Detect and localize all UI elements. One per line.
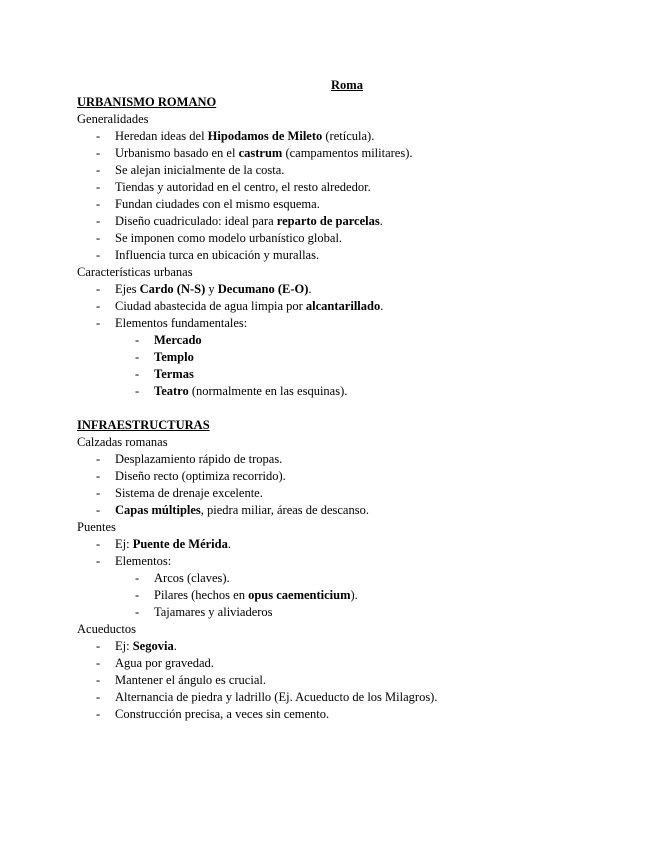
list-item [77, 502, 617, 519]
list-item [77, 145, 617, 162]
list-generalidades [77, 128, 617, 264]
bullet-dash: - [96, 299, 101, 313]
list-acueductos [77, 638, 617, 723]
item-bold-text: Mercado [154, 333, 202, 347]
bullet-dash: - [96, 316, 101, 330]
subheading-puentes: Puentes [77, 520, 116, 534]
list-item [77, 383, 617, 400]
item-text: (normalmente en las esquinas). [188, 384, 348, 398]
item-text: Agua por gravedad. [115, 656, 214, 670]
item-text: Ej: [115, 639, 133, 653]
item-bold-text: Segovia [132, 639, 174, 653]
item-text: . [308, 282, 312, 296]
bullet-dash: - [96, 656, 101, 670]
subheading-caracteristicas: Características urbanas [77, 265, 193, 279]
list-item [77, 332, 617, 349]
item-text: Arcos (claves). [154, 571, 230, 585]
list-item [77, 315, 617, 332]
bullet-dash: - [96, 163, 101, 177]
item-text: Diseño cuadriculado: ideal para [115, 214, 277, 228]
bullet-dash: - [96, 554, 101, 568]
list-item [77, 587, 617, 604]
bullet-dash: - [96, 639, 101, 653]
list-item [77, 672, 617, 689]
item-text: Ciudad abastecida de agua limpia por [115, 299, 306, 313]
bullet-dash: - [96, 452, 101, 466]
bullet-dash: - [96, 180, 101, 194]
item-bold-text: Templo [154, 350, 194, 364]
section-heading-urbanismo: URBANISMO ROMANO [77, 95, 217, 109]
item-text: Elementos fundamentales: [115, 316, 248, 330]
spacer [77, 400, 617, 417]
bullet-dash: - [96, 129, 101, 143]
bullet-dash: - [135, 605, 140, 619]
document-body [77, 77, 617, 723]
list-item [77, 281, 617, 298]
list-item [77, 230, 617, 247]
item-text: (campamentos militares). [282, 146, 413, 160]
item-bold-text: Puente de Mérida [132, 537, 228, 551]
bullet-dash: - [135, 350, 140, 364]
item-text: Ejes [115, 282, 140, 296]
item-text: (retícula). [322, 129, 375, 143]
list-item [77, 638, 617, 655]
bullet-dash: - [96, 707, 101, 721]
list-item [77, 451, 617, 468]
bullet-dash: - [96, 537, 101, 551]
bullet-dash: - [135, 588, 140, 602]
list-item [77, 366, 617, 383]
item-text: Ej: [115, 537, 133, 551]
bullet-dash: - [96, 282, 101, 296]
list-item [77, 162, 617, 179]
item-text: . [379, 214, 383, 228]
item-bold-text: opus caementicium [248, 588, 351, 602]
list-item [77, 485, 617, 502]
bullet-dash: - [135, 384, 140, 398]
item-text: Mantener el ángulo es crucial. [115, 673, 266, 687]
item-text: Urbanismo basado en el [115, 146, 239, 160]
item-text: Alternancia de piedra y ladrillo (Ej. Acueducto de los Milagros). [115, 690, 438, 704]
item-bold-text: castrum [238, 146, 283, 160]
section-heading-infraestructuras: INFRAESTRUCTURAS [77, 418, 210, 432]
item-bold-text: alcantarillado [305, 299, 381, 313]
bullet-dash: - [96, 469, 101, 483]
item-text: Sistema de drenaje excelente. [115, 486, 263, 500]
item-text: Elementos: [115, 554, 172, 568]
item-text: Tajamares y aliviaderos [154, 605, 273, 619]
item-text: . [173, 639, 177, 653]
list-calzadas [77, 451, 617, 519]
item-text: Fundan ciudades con el mismo esquema. [115, 197, 320, 211]
item-text: Heredan ideas del [115, 129, 208, 143]
list-item [77, 247, 617, 264]
item-bold-text: reparto de parcelas [276, 214, 380, 228]
item-bold-text: Cardo (N-S) [139, 282, 206, 296]
list-puentes [77, 536, 617, 621]
item-bold-text: Hipodamos de Mileto [207, 129, 323, 143]
list-item [77, 536, 617, 553]
item-bold-text: Capas múltiples [115, 503, 201, 517]
item-text: Se alejan inicialmente de la costa. [115, 163, 285, 177]
document-title: Roma [331, 78, 363, 92]
list-item [77, 349, 617, 366]
item-text: y [205, 282, 218, 296]
item-text: Diseño recto (optimiza recorrido). [115, 469, 286, 483]
item-text: Desplazamiento rápido de tropas. [115, 452, 283, 466]
list-item [77, 553, 617, 570]
list-item [77, 179, 617, 196]
item-text: Construcción precisa, a veces sin cemento. [115, 707, 330, 721]
item-text: Tiendas y autoridad en el centro, el resto alrededor. [115, 180, 371, 194]
bullet-dash: - [96, 486, 101, 500]
list-item [77, 689, 617, 706]
list-item [77, 196, 617, 213]
subheading-acueductos: Acueductos [77, 622, 137, 636]
item-text: Influencia turca en ubicación y murallas. [115, 248, 320, 262]
bullet-dash: - [96, 231, 101, 245]
list-item [77, 213, 617, 230]
bullet-dash: - [135, 367, 140, 381]
item-bold-text: Teatro [154, 384, 189, 398]
item-bold-text: Termas [154, 367, 194, 381]
list-item [77, 298, 617, 315]
list-item [77, 128, 617, 145]
bullet-dash: - [96, 197, 101, 211]
item-text: Se imponen como modelo urbanístico global. [115, 231, 343, 245]
bullet-dash: - [96, 673, 101, 687]
list-item [77, 468, 617, 485]
item-bold-text: Decumano (E-O) [217, 282, 309, 296]
subheading-generalidades: Generalidades [77, 112, 149, 126]
list-item [77, 706, 617, 723]
item-text: . [227, 537, 231, 551]
bullet-dash: - [135, 571, 140, 585]
bullet-dash: - [96, 690, 101, 704]
bullet-dash: - [135, 333, 140, 347]
item-text: , piedra miliar, áreas de descanso. [200, 503, 369, 517]
item-text: Pilares (hechos en [154, 588, 249, 602]
subheading-calzadas: Calzadas romanas [77, 435, 168, 449]
list-item [77, 604, 617, 621]
bullet-dash: - [96, 146, 101, 160]
item-text: . [380, 299, 384, 313]
bullet-dash: - [96, 503, 101, 517]
bullet-dash: - [96, 214, 101, 228]
bullet-dash: - [96, 248, 101, 262]
list-caracteristicas [77, 281, 617, 400]
list-item [77, 570, 617, 587]
list-item [77, 655, 617, 672]
item-text: ). [350, 588, 358, 602]
